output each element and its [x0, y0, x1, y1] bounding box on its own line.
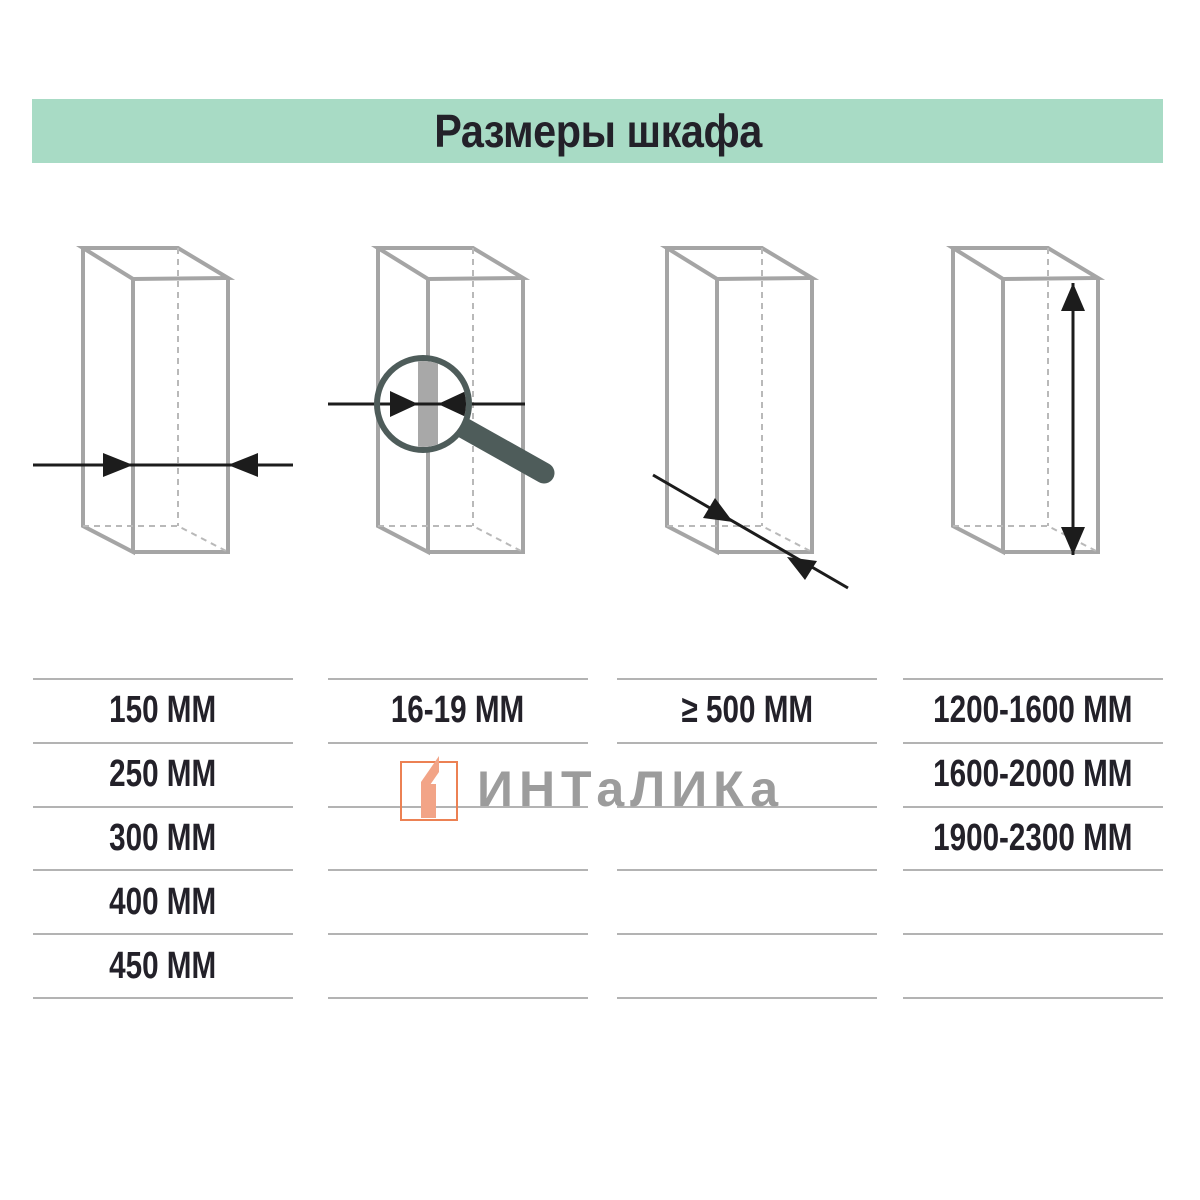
- height-values-column: [903, 678, 1163, 999]
- cabinet-height-diagram: [903, 230, 1163, 600]
- cabinet-width-diagram: [33, 230, 293, 600]
- table-cell: [903, 742, 1163, 806]
- table-cell: [328, 678, 588, 742]
- width-value: 450 ММ: [109, 944, 217, 987]
- table-cell: [903, 678, 1163, 742]
- table-cell: [617, 933, 877, 999]
- height-value: 1200-1600 ММ: [933, 689, 1133, 732]
- table-cell: [903, 869, 1163, 933]
- cabinet-depth-arrow-icon: [617, 230, 877, 600]
- table-cell: [903, 933, 1163, 999]
- table-cell: [617, 678, 877, 742]
- thickness-values-column: [328, 678, 588, 999]
- cabinet-height-arrow-icon: [903, 230, 1163, 600]
- table-cell: [617, 869, 877, 933]
- table-cell: [33, 933, 293, 999]
- intalika-logo-icon: [395, 748, 463, 826]
- width-value: 400 ММ: [109, 880, 217, 923]
- panel-thickness-magnifier-icon: [328, 230, 588, 600]
- width-value: 300 ММ: [109, 816, 217, 859]
- watermark: [395, 748, 784, 826]
- title-bar: [32, 99, 1163, 163]
- height-value: 1900-2300 ММ: [933, 816, 1133, 859]
- table-cell: [33, 742, 293, 806]
- depth-values-column: [617, 678, 877, 999]
- table-cell: [33, 869, 293, 933]
- table-cell: [328, 933, 588, 999]
- page-title: Размеры шкафа: [433, 105, 762, 157]
- height-value: 1600-2000 ММ: [933, 753, 1133, 796]
- depth-value: ≥ 500 ММ: [681, 689, 813, 732]
- thickness-value: 16-19 ММ: [391, 689, 525, 732]
- width-values-column: [33, 678, 293, 999]
- table-cell: [33, 806, 293, 870]
- table-cell: [903, 806, 1163, 870]
- table-cell: [33, 678, 293, 742]
- cabinet-width-arrows-icon: [33, 230, 293, 600]
- width-value: 150 ММ: [109, 689, 217, 732]
- watermark-text: ИНТаЛИКа: [477, 761, 785, 817]
- table-cell: [328, 869, 588, 933]
- panel-thickness-diagram: [328, 230, 588, 600]
- cabinet-depth-diagram: [617, 230, 877, 600]
- width-value: 250 ММ: [109, 753, 217, 796]
